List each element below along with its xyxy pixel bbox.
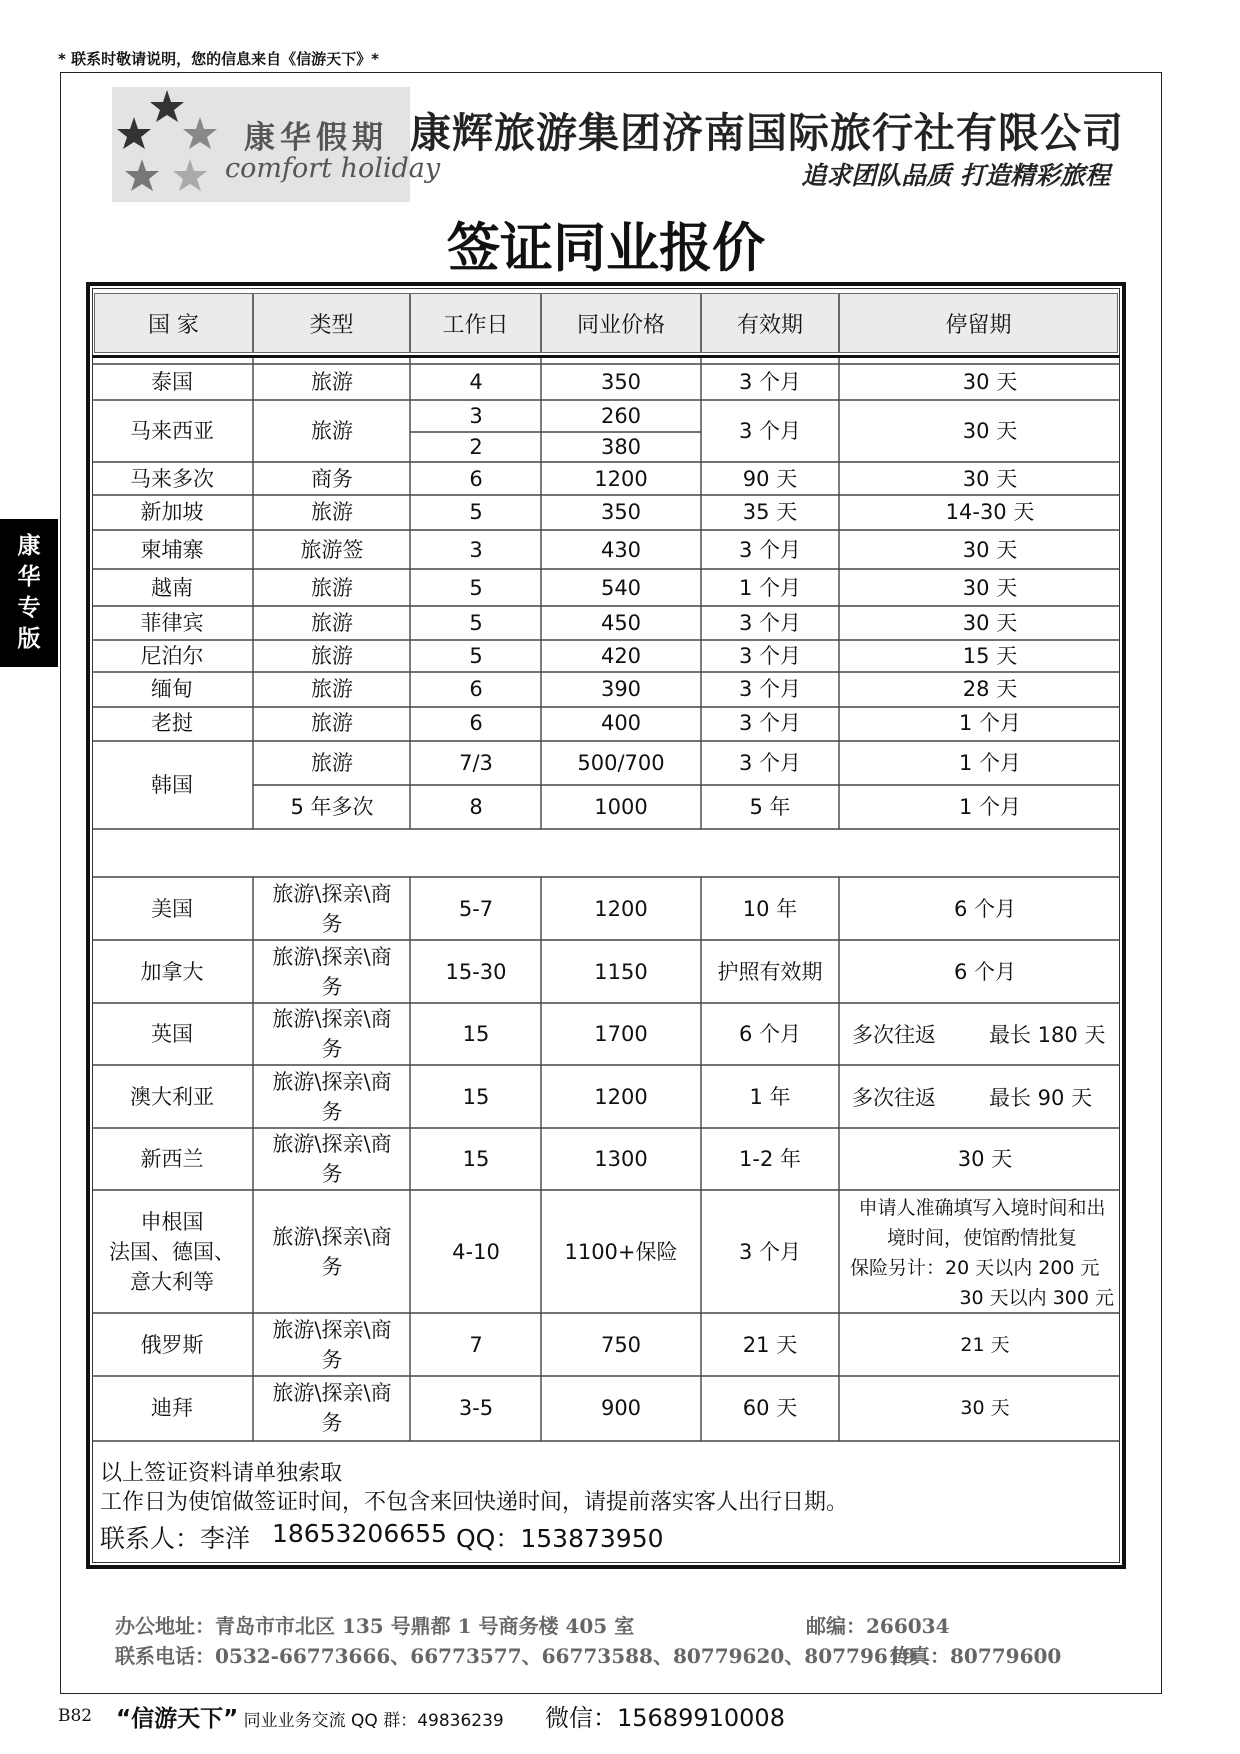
cell-type: 旅游\探亲\商务 xyxy=(272,1070,392,1124)
cell-validity: 3 个月 xyxy=(738,677,802,701)
cell-days: 7 xyxy=(469,1333,483,1357)
header-stay: 停留期 xyxy=(839,293,1118,353)
header-type: 类型 xyxy=(253,293,410,353)
country-line: 申根国 xyxy=(140,1210,204,1234)
footer-wechat: 微信：15689910008 xyxy=(545,1704,785,1732)
office-postcode: 邮编：266034 xyxy=(806,1614,950,1638)
cell-stay-notes xyxy=(850,1193,1114,1313)
footer-qq-group: 同业业务交流 QQ 群：49836239 xyxy=(243,1711,504,1731)
stay-note-line: 30 天以内 300 元 xyxy=(959,1287,1114,1309)
logo-english-name: comfort holiday xyxy=(225,153,441,184)
cell-price: 1200 xyxy=(594,1085,648,1109)
cell-validity: 3 个月 xyxy=(738,751,802,775)
cell-type: 旅游\探亲\商务 xyxy=(272,1318,392,1372)
cell-stay-type: 多次往返 xyxy=(852,1023,936,1047)
side-tab-char: 康 xyxy=(17,533,41,559)
cell-price: 450 xyxy=(600,611,642,635)
cell-validity: 3 个月 xyxy=(738,644,802,668)
cell-type: 旅游 xyxy=(311,644,353,668)
cell-stay: 21 天 xyxy=(960,1334,1010,1356)
cell-stay: 30 天 xyxy=(957,1147,1013,1171)
cell-price: 400 xyxy=(600,711,642,735)
cell-price: 1100+保险 xyxy=(564,1240,678,1264)
cell-type: 旅游\探亲\商务 xyxy=(272,1225,392,1279)
header-country: 国 家 xyxy=(94,293,253,353)
cell-price: 350 xyxy=(600,500,642,524)
cell-days: 4 xyxy=(469,370,483,394)
contact-qq: QQ：153873950 xyxy=(456,1524,664,1553)
cell-type: 旅游 xyxy=(311,419,353,443)
logo-chinese-name: 康华假期 xyxy=(244,120,388,156)
cell-type: 5 年多次 xyxy=(290,795,374,819)
cell-type: 旅游\探亲\商务 xyxy=(272,882,392,936)
stay-note-line: 保险另计：20 天以内 200 元 xyxy=(850,1257,1100,1279)
cell-validity: 3 个月 xyxy=(738,419,802,443)
cell-type: 旅游 xyxy=(311,711,353,735)
cell-days: 15 xyxy=(462,1147,490,1171)
cell-country: 菲律宾 xyxy=(140,611,204,635)
cell-days: 5 xyxy=(469,576,483,600)
cell-price: 430 xyxy=(600,538,642,562)
cell-stay: 30 天 xyxy=(962,538,1018,562)
cell-type: 旅游 xyxy=(311,611,353,635)
cell-country: 泰国 xyxy=(151,370,193,394)
office-phones: 联系电话：0532-66773666、66773577、66773588、80779620、80779619 xyxy=(115,1644,916,1668)
header-price: 同业价格 xyxy=(541,293,701,353)
office-address: 办公地址：青岛市市北区 135 号鼎都 1 号商务楼 405 室 xyxy=(115,1614,635,1638)
footer-ad xyxy=(116,1700,504,1733)
side-tab-char: 版 xyxy=(17,626,41,652)
cell-days: 6 xyxy=(469,467,483,491)
cell-price: 260 xyxy=(600,404,642,428)
cell-days: 5 xyxy=(469,611,483,635)
cell-days: 5 xyxy=(469,644,483,668)
cell-validity: 3 个月 xyxy=(738,611,802,635)
cell-validity: 3 个月 xyxy=(738,370,802,394)
cell-days: 6 xyxy=(469,711,483,735)
cell-price: 1000 xyxy=(594,795,648,819)
page-title: 签证同业报价 xyxy=(447,218,765,279)
cell-price: 350 xyxy=(600,370,642,394)
cell-stay: 14-30 天 xyxy=(945,500,1035,524)
cell-stay-max: 最长 180 天 xyxy=(989,1023,1106,1047)
company-slogan: 追求团队品质 打造精彩旅程 xyxy=(801,161,1110,190)
cell-price: 500/700 xyxy=(577,751,665,775)
stay-note-line: 境时间，使馆酌情批复 xyxy=(886,1227,1077,1249)
cell-country: 老挝 xyxy=(151,711,193,735)
office-fax: 传真：80779600 xyxy=(890,1644,1062,1668)
page-number: B82 xyxy=(58,1706,93,1726)
cell-stay: 30 天 xyxy=(962,576,1018,600)
cell-stay: 28 天 xyxy=(962,677,1018,701)
cell-days: 3 xyxy=(469,538,483,562)
cell-country: 尼泊尔 xyxy=(140,644,204,668)
cell-validity: 3 个月 xyxy=(738,711,802,735)
cell-days: 6 xyxy=(469,677,483,701)
cell-stay: 6 个月 xyxy=(953,897,1017,921)
side-tab-char: 专 xyxy=(17,595,41,621)
cell-days: 8 xyxy=(469,795,483,819)
cell-validity: 90 天 xyxy=(742,467,798,491)
cell-country: 迪拜 xyxy=(151,1396,193,1420)
cell-validity: 3 个月 xyxy=(738,538,802,562)
side-tab-char: 华 xyxy=(17,564,41,590)
cell-price: 540 xyxy=(600,576,642,600)
cell-validity: 60 天 xyxy=(742,1396,798,1420)
cell-stay: 30 天 xyxy=(960,1397,1010,1419)
note-line: 以上签证资料请单独索取 xyxy=(100,1461,343,1486)
cell-country: 美国 xyxy=(151,897,193,921)
cell-validity: 21 天 xyxy=(742,1333,798,1357)
cell-stay: 30 天 xyxy=(962,419,1018,443)
cell-country: 越南 xyxy=(151,576,193,600)
contact-phone: 18653206655 xyxy=(272,1519,447,1548)
cell-stay: 1 个月 xyxy=(958,711,1022,735)
cell-country: 英国 xyxy=(151,1022,193,1046)
cell-days: 5-7 xyxy=(458,897,494,921)
cell-type: 旅游 xyxy=(311,677,353,701)
cell-type: 旅游 xyxy=(311,370,353,394)
cell-country: 澳大利亚 xyxy=(130,1085,214,1109)
cell-country: 马来多次 xyxy=(130,467,214,491)
cell-country: 马来西亚 xyxy=(130,419,214,443)
country-line: 意大利等 xyxy=(130,1270,214,1294)
cell-stay: 30 天 xyxy=(962,370,1018,394)
cell-validity: 10 年 xyxy=(742,897,798,921)
cell-price: 380 xyxy=(600,435,642,459)
cell-price: 420 xyxy=(600,644,642,668)
cell-stay: 6 个月 xyxy=(953,960,1017,984)
cell-country: 缅甸 xyxy=(151,677,193,701)
cell-days: 4-10 xyxy=(452,1240,500,1264)
cell-stay: 1 个月 xyxy=(958,751,1022,775)
cell-days: 3 xyxy=(469,404,483,428)
cell-stay: 15 天 xyxy=(962,644,1018,668)
cell-validity: 1 个月 xyxy=(738,576,802,600)
cell-country: 俄罗斯 xyxy=(140,1333,204,1357)
cell-type: 旅游\探亲\商务 xyxy=(272,1381,392,1435)
cell-country: 新加坡 xyxy=(140,500,204,524)
cell-validity: 5 年 xyxy=(749,795,791,819)
cell-days: 3-5 xyxy=(458,1396,494,1420)
company-name: 康辉旅游集团济南国际旅行社有限公司 xyxy=(410,109,1124,157)
cell-type: 商务 xyxy=(311,467,353,491)
cell-type: 旅游 xyxy=(311,576,353,600)
cell-type: 旅游\探亲\商务 xyxy=(272,945,392,999)
cell-days: 15 xyxy=(462,1022,490,1046)
header-validity: 有效期 xyxy=(701,293,839,353)
cell-stay-max: 最长 90 天 xyxy=(989,1086,1093,1110)
cell-price: 1300 xyxy=(594,1147,648,1171)
cell-validity: 35 天 xyxy=(742,500,798,524)
cell-price: 900 xyxy=(600,1396,642,1420)
cell-days: 7/3 xyxy=(459,751,493,775)
cell-price: 390 xyxy=(600,677,642,701)
source-note: * 联系时敬请说明，您的信息来自《信游天下》* xyxy=(58,50,379,68)
cell-country xyxy=(109,1207,235,1297)
footer-brand: “信游天下” xyxy=(116,1706,239,1732)
cell-type: 旅游\探亲\商务 xyxy=(272,1132,392,1186)
cell-days: 5 xyxy=(469,500,483,524)
cell-price: 750 xyxy=(600,1333,642,1357)
cell-type: 旅游 xyxy=(311,751,353,775)
cell-stay: 30 天 xyxy=(962,611,1018,635)
cell-days: 15 xyxy=(462,1085,490,1109)
cell-price: 1200 xyxy=(594,467,648,491)
header-workdays: 工作日 xyxy=(410,293,541,353)
cell-price: 1700 xyxy=(594,1022,648,1046)
cell-days: 15-30 xyxy=(445,960,507,984)
cell-validity: 护照有效期 xyxy=(717,960,823,984)
cell-validity: 1 年 xyxy=(749,1085,791,1109)
cell-type: 旅游签 xyxy=(300,538,364,562)
cell-stay-type: 多次往返 xyxy=(852,1086,936,1110)
cell-stay: 30 天 xyxy=(962,467,1018,491)
cell-country: 柬埔寨 xyxy=(140,538,204,562)
cell-validity: 1-2 年 xyxy=(739,1147,801,1171)
cell-type: 旅游 xyxy=(311,500,353,524)
cell-price: 1200 xyxy=(594,897,648,921)
cell-country: 加拿大 xyxy=(140,960,204,984)
cell-type: 旅游\探亲\商务 xyxy=(272,1007,392,1061)
cell-validity: 6 个月 xyxy=(738,1022,802,1046)
country-line: 法国、德国、 xyxy=(109,1240,235,1264)
stay-note-line: 申请人准确填写入境时间和出 xyxy=(858,1197,1106,1219)
cell-price: 1150 xyxy=(594,960,648,984)
note-line: 工作日为使馆做签证时间，不包含来回快递时间，请提前落实客人出行日期。 xyxy=(100,1490,849,1515)
contact-person: 联系人：李洋 xyxy=(100,1524,251,1553)
cell-country: 新西兰 xyxy=(140,1147,204,1171)
cell-country: 韩国 xyxy=(151,773,193,797)
cell-stay: 1 个月 xyxy=(958,795,1022,819)
cell-days: 2 xyxy=(469,435,483,459)
cell-validity: 3 个月 xyxy=(738,1240,802,1264)
